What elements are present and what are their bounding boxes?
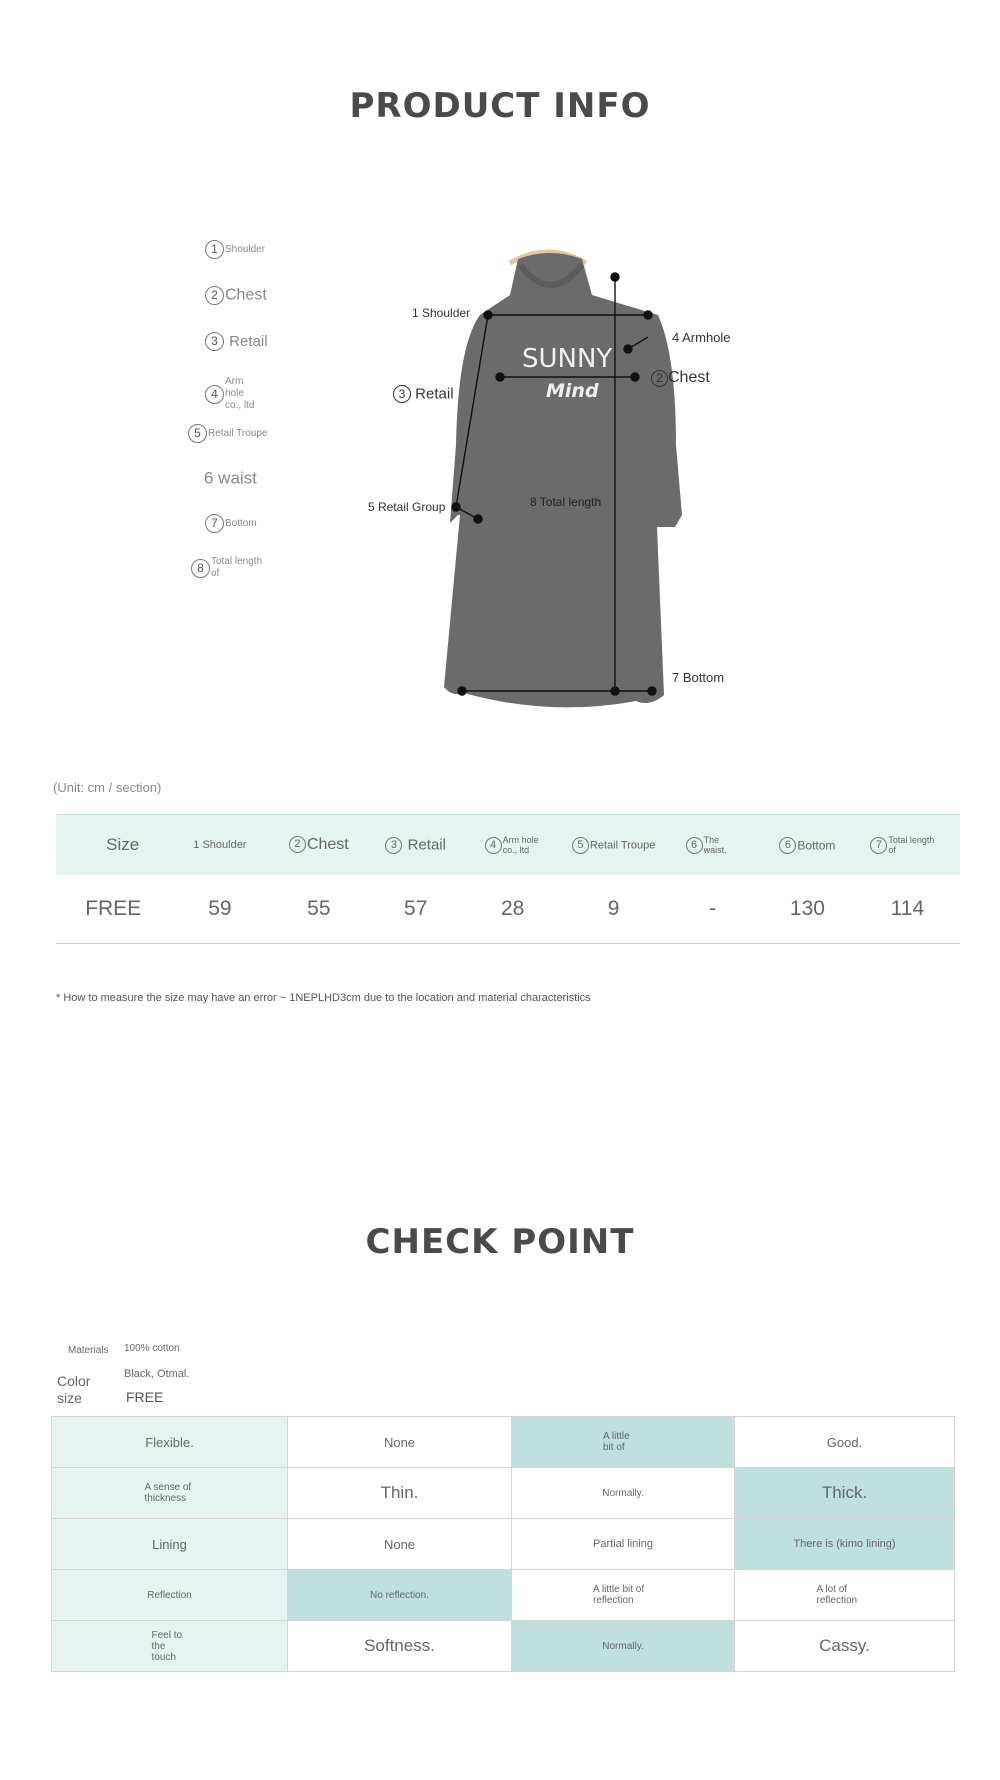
legend-number: 8 [191, 559, 210, 578]
size-table-header [56, 815, 960, 876]
table-row [52, 1468, 955, 1519]
check-option: Good. [735, 1417, 955, 1468]
product-info-title: PRODUCT INFO [349, 86, 651, 126]
legend-item [205, 514, 257, 533]
table-row [52, 1519, 955, 1570]
materials-value: 100% cotton [124, 1343, 180, 1354]
diagram-label-armhole: 4 Armhole [672, 330, 731, 345]
legend-item [204, 468, 257, 489]
check-point-title: CHECK POINT [365, 1222, 635, 1262]
retail-number: 3 [393, 385, 411, 403]
legend-item [205, 240, 265, 259]
size-value: FREE [126, 1389, 164, 1405]
retail-troupe-cell: 9 [562, 875, 665, 944]
check-option: Cassy. [735, 1621, 955, 1672]
legend-number: 7 [205, 514, 224, 533]
table-row [52, 1570, 955, 1621]
shoulder-cell: 59 [170, 875, 269, 944]
check-option-selected: No reflection. [288, 1570, 512, 1621]
legend-label: 6 waist [204, 468, 257, 488]
check-row-label: A sense of thickness [52, 1468, 288, 1519]
check-row-label: Feel to the touch [52, 1621, 288, 1672]
check-option-selected: There is (kimo lining) [735, 1519, 955, 1570]
waist-cell: - [665, 875, 760, 944]
check-option: Normally. [512, 1468, 735, 1519]
check-option-selected: Thick. [735, 1468, 955, 1519]
diagram-label-retail [393, 385, 454, 403]
legend-number: 3 [205, 332, 224, 351]
shoulder-header: 1 Shoulder [170, 815, 269, 876]
diagram-label-retail-group: 5 Retail Group [368, 500, 446, 514]
check-option: None [288, 1417, 512, 1468]
total-length-cell: 114 [855, 875, 960, 944]
check-option-selected: Normally. [512, 1621, 735, 1672]
legend-label: Bottom [225, 517, 257, 529]
check-option: Partial lining [512, 1519, 735, 1570]
bottom-header: 6 Bottom [760, 815, 855, 876]
legend-number: 4 [205, 385, 224, 404]
check-option: A little bit of reflection [512, 1570, 735, 1621]
check-row-label: Lining [52, 1519, 288, 1570]
size-cell: FREE [56, 875, 170, 944]
unit-note: (Unit: cm / section) [53, 780, 162, 795]
size-label: size [57, 1390, 82, 1406]
bottom-cell: 130 [760, 875, 855, 944]
legend-label: Arm hole co., ltd [225, 376, 255, 411]
retail-troupe-header: 5 Retail Troupe [562, 815, 665, 876]
legend-item [188, 424, 267, 443]
legend-label: Total length of [211, 556, 263, 579]
color-label: Color [57, 1373, 91, 1389]
check-point-table [51, 1416, 955, 1672]
legend-label: Chest [225, 286, 267, 304]
legend-label: Retail [229, 333, 268, 350]
diagram-label-shoulder: 1 Shoulder [412, 306, 471, 320]
retail-label: Retail [415, 385, 454, 403]
table-row [56, 875, 960, 944]
waist-header: 6 The waist. [665, 815, 760, 876]
measurement-footnote: * How to measure the size may have an error ~ 1NEPLHD3cm due to the location and material characteristics [56, 992, 591, 1004]
legend-item [191, 556, 267, 580]
legend-item [205, 286, 267, 305]
legend-label: Retail Troupe [208, 427, 268, 439]
hoodie-shape [444, 253, 682, 707]
armhole-cell: 28 [463, 875, 562, 944]
garment-print-line2: Mind [546, 380, 599, 402]
total-length-header: 7 Total length of [855, 815, 960, 876]
check-row-label: Reflection [52, 1570, 288, 1621]
table-row [52, 1417, 955, 1468]
check-option: A lot of reflection [735, 1570, 955, 1621]
check-row-label: Flexible. [52, 1417, 288, 1468]
color-value: Black, Otmal. [124, 1368, 190, 1380]
size-header: Size [56, 815, 170, 876]
diagram-label-chest [651, 369, 710, 387]
materials-label: Materials [68, 1345, 109, 1356]
diagram-label-total-length: 8 Total length [530, 495, 602, 509]
legend-item [205, 332, 268, 351]
legend-label: Shoulder [225, 243, 266, 255]
check-option-selected: A little bit of [512, 1417, 735, 1468]
legend-number: 2 [205, 286, 224, 305]
diagram-label-bottom: 7 Bottom [672, 670, 725, 685]
legend-number: 5 [188, 424, 207, 443]
chest-cell: 55 [269, 875, 368, 944]
table-row [52, 1621, 955, 1672]
size-table [56, 814, 960, 944]
check-option: Thin. [288, 1468, 512, 1519]
retail-cell: 57 [368, 875, 463, 944]
garment-print-line1: SUNNY [522, 344, 613, 374]
chest-header: 2 Chest [269, 815, 368, 876]
check-option: None [288, 1519, 512, 1570]
chest-number: 2 [651, 370, 668, 387]
legend-item [205, 376, 259, 412]
check-option: Softness. [288, 1621, 512, 1672]
legend-number: 1 [205, 240, 224, 259]
armhole-header: 4 Arm hole co., ltd [463, 815, 562, 876]
chest-label: Chest [668, 369, 710, 386]
retail-header: 3 Retail [368, 815, 463, 876]
